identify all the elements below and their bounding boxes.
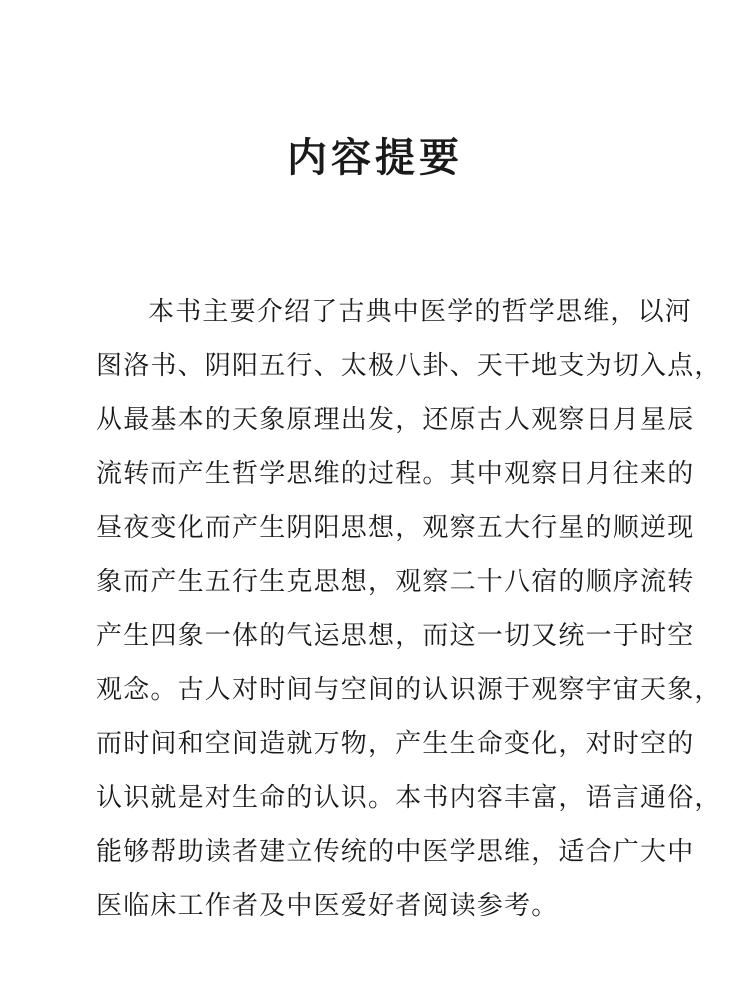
summary-paragraph [96,285,722,933]
paragraph-line: 本书主要介绍了古典中医学的哲学思维，以河 [148,297,693,327]
page-title: 内容提要 [287,134,463,181]
paragraph-line: 医临床工作者及中医爱好者阅读参考。 [96,891,559,921]
paragraph-line: 从最基本的天象原理出发，还原古人观察日月星辰 [96,405,695,435]
paragraph-line: 观念。古人对时间与空间的认识源于观察宇宙天象， [96,675,722,705]
paragraph-line: 象而产生五行生克思想，观察二十八宿的顺序流转 [96,567,695,597]
paragraph-line: 流转而产生哲学思维的过程。其中观察日月往来的 [96,459,695,489]
paragraph-line: 产生四象一体的气运思想，而这一切又统一于时空 [96,621,695,651]
paragraph-line: 认识就是对生命的认识。本书内容丰富，语言通俗， [96,783,722,813]
paragraph-line: 昼夜变化而产生阴阳思想，观察五大行星的顺逆现 [96,513,695,543]
paragraph-line: 能够帮助读者建立传统的中医学思维，适合广大中 [96,837,695,867]
paragraph-line: 而时间和空间造就万物，产生生命变化，对时空的 [96,729,695,759]
paragraph-line: 图洛书、阴阳五行、太极八卦、天干地支为切入点， [96,351,722,381]
